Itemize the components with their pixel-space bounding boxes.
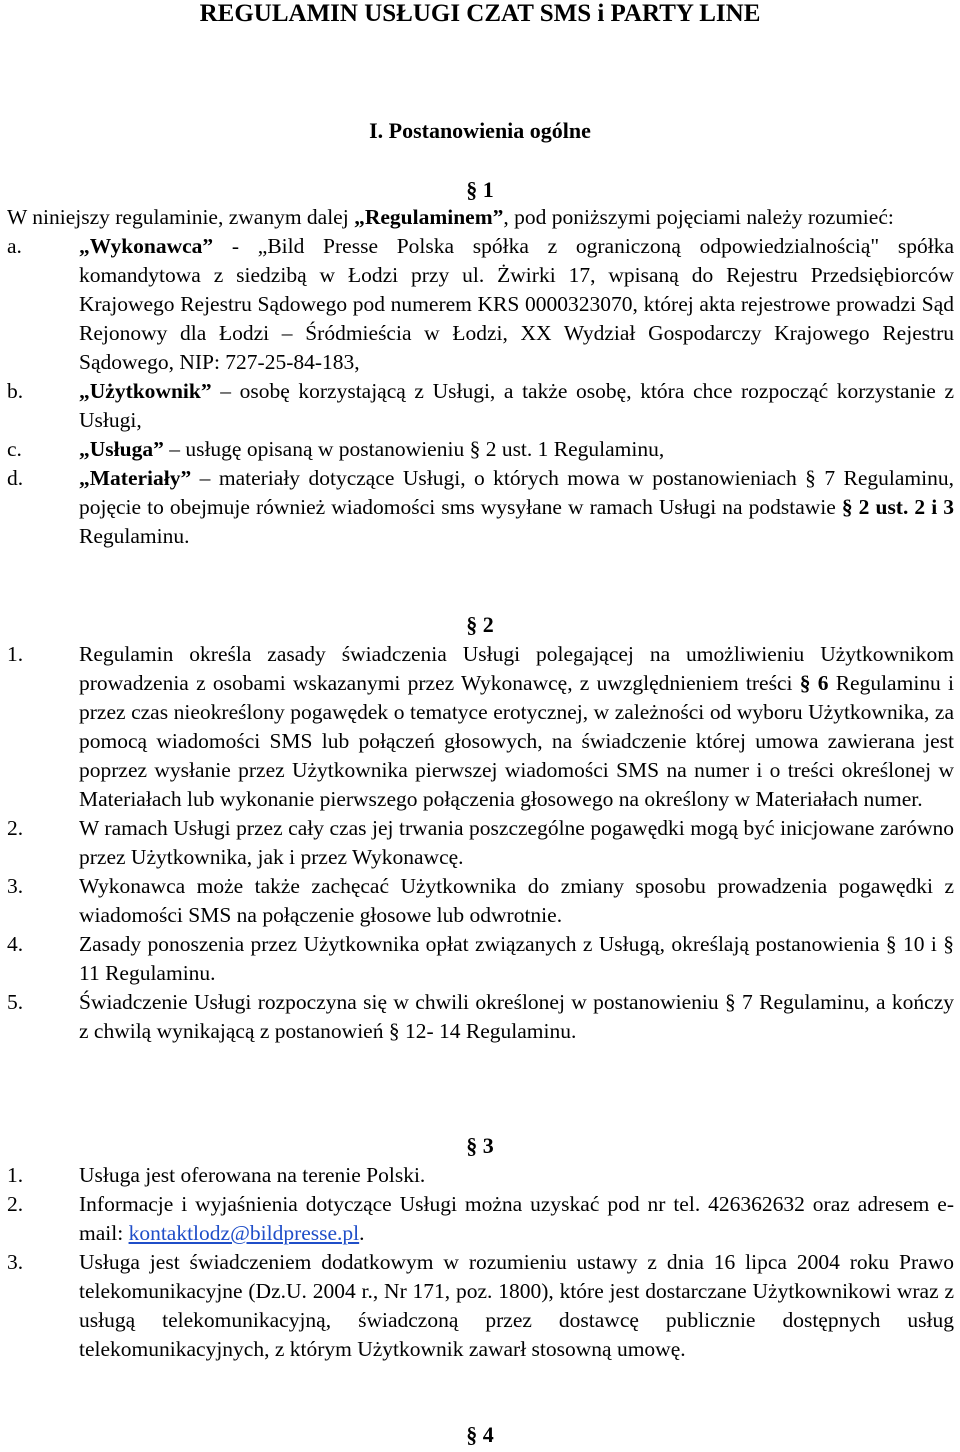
list-item xyxy=(7,640,954,814)
list-item xyxy=(7,988,954,1046)
list-marker: b. xyxy=(7,379,24,403)
bold-reference: § 6 xyxy=(799,671,829,695)
section-1-body xyxy=(7,203,954,551)
section-2-number: § 2 xyxy=(466,612,494,637)
document-title: REGULAMIN USŁUGI CZAT SMS i PARTY LINE xyxy=(199,0,761,27)
bold-reference: § 2 ust. 2 i 3 xyxy=(841,495,954,519)
item-text: Usługa jest świadczeniem dodatkowym w rozumieniu ustawy z dnia 16 lipca 2004 roku Prawo telekomunikacyjne (Dz.U. 2004 r., Nr 171, poz. 1800), które jest dostarczane Użytkownikowi wraz z usługą telekomunikacyjną, świadczoną przez dostawcę publicznie dostępnych usług telekomunikacyjnych, z którym Użytkownik zawarł stosowną umowę. xyxy=(79,1250,954,1361)
item-text: Informacje i wyjaśnienia dotyczące Usługi można uzyskać pod nr tel. 426362632 oraz adresem e-mail: xyxy=(79,1192,954,1245)
list-item xyxy=(7,1248,954,1364)
definitions-list xyxy=(7,232,954,551)
section-4-number: § 4 xyxy=(466,1422,494,1447)
list-marker: 5. xyxy=(7,990,24,1014)
definition-item xyxy=(7,377,954,435)
list-item xyxy=(7,872,954,930)
intro-term: „Regulaminem” xyxy=(354,205,504,229)
intro-text: W niniejszy regulaminie, zwanym dalej xyxy=(7,205,355,229)
email-link[interactable]: kontaktlodz@bildpresse.pl xyxy=(128,1221,360,1245)
item-text: Regulamin określa zasady świadczenia Usługi polegającej na umożliwieniu Użytkownikom prowadzenia z osobami wskazanymi przez Wykonawcę, z uwzględnieniem treści xyxy=(79,642,954,695)
list-marker: 2. xyxy=(7,816,24,840)
definition-item xyxy=(7,464,954,551)
definition-term: „Wykonawca” xyxy=(79,234,214,258)
list-item xyxy=(7,814,954,872)
list-marker: 1. xyxy=(7,642,24,666)
section-3-list xyxy=(7,1161,954,1364)
list-marker: 3. xyxy=(7,1250,24,1274)
section-1-number: § 1 xyxy=(466,177,494,202)
definition-term: „Usługa” xyxy=(79,437,164,461)
definition-text: – usługę opisaną w postanowieniu § 2 ust. 1 Regulaminu, xyxy=(163,437,665,461)
section-2-body xyxy=(7,640,954,1046)
chapter-heading: I. Postanowienia ogólne xyxy=(369,118,591,143)
definition-term: „Użytkownik” xyxy=(79,379,212,403)
item-text: Wykonawca może także zachęcać Użytkownika do zmiany sposobu prowadzenia pogawędki z wiadomości SMS na połączenie głosowe lub odwrotnie. xyxy=(79,874,954,927)
item-text: W ramach Usługi przez cały czas jej trwania poszczególne pogawędki mogą być inicjowane zarówno przez Użytkownika, jak i przez Wykonawcę. xyxy=(79,816,954,869)
definition-text: – osobę korzystającą z Usługi, a także osobę, która chce rozpocząć korzystanie z Usługi, xyxy=(79,379,954,432)
list-marker: a. xyxy=(7,234,22,258)
section-3-number: § 3 xyxy=(466,1133,494,1158)
list-item xyxy=(7,1190,954,1248)
list-marker: 2. xyxy=(7,1192,24,1216)
list-marker: c. xyxy=(7,437,22,461)
list-item xyxy=(7,930,954,988)
list-marker: d. xyxy=(7,466,24,490)
item-tail: . xyxy=(359,1221,365,1245)
item-text: Zasady ponoszenia przez Użytkownika opłat związanych z Usługą, określają postanowienia § 10 i § 11 Regulaminu. xyxy=(79,932,954,985)
item-text: Świadczenie Usługi rozpoczyna się w chwili określonej w postanowieniu § 7 Regulaminu, a kończy z chwilą wynikającą z postanowień § 12- 14 Regulaminu. xyxy=(79,990,954,1043)
definition-tail: Regulaminu. xyxy=(79,524,190,548)
definition-item xyxy=(7,435,954,464)
list-marker: 3. xyxy=(7,874,24,898)
definition-item xyxy=(7,232,954,377)
section-3-body xyxy=(7,1161,954,1364)
list-item xyxy=(7,1161,954,1190)
section-1-intro xyxy=(7,203,954,232)
item-text: Usługa jest oferowana na terenie Polski. xyxy=(79,1163,426,1187)
definition-text: - „Bild Presse Polska spółka z ograniczoną odpowiedzialnością" spółka komandytowa z siedzibą w Łodzi przy ul. Żwirki 17, wpisaną do Rejestru Przedsiębiorców Krajowego Rejestru Sądowego pod numerem KRS 0000323070, której akta rejestrowe prowadzi Sąd Rejonowy dla Łodzi – Śródmieścia w Łodzi, XX Wydział Gospodarczy Krajowego Rejestru Sądowego, NIP: 727-25-84-183, xyxy=(79,234,954,374)
item-text-cont: Regulaminu i przez czas nieokreślony pogawędek o tematyce erotycznej, w zależności od wyboru Użytkownika, za pomocą wiadomości SMS lub połączeń głosowych, na świadczenie której umowa zawierana jest poprzez wysłanie przez Użytkownika pierwszej wiadomości SMS na numer i o treści określonej w Materiałach lub wykonanie pierwszego połączenia głosowego na określony w Materiałach numer. xyxy=(79,671,955,811)
definition-text: – materiały dotyczące Usługi, o których mowa w postanowieniach § 7 Regulaminu, pojęcie to obejmuje również wiadomości sms wysyłane w ramach Usługi na podstawie xyxy=(79,466,954,519)
list-marker: 1. xyxy=(7,1163,24,1187)
definition-term: „Materiały” xyxy=(79,466,192,490)
section-2-list xyxy=(7,640,954,1046)
list-marker: 4. xyxy=(7,932,24,956)
intro-rest: , pod poniższymi pojęciami należy rozumieć: xyxy=(503,205,894,229)
